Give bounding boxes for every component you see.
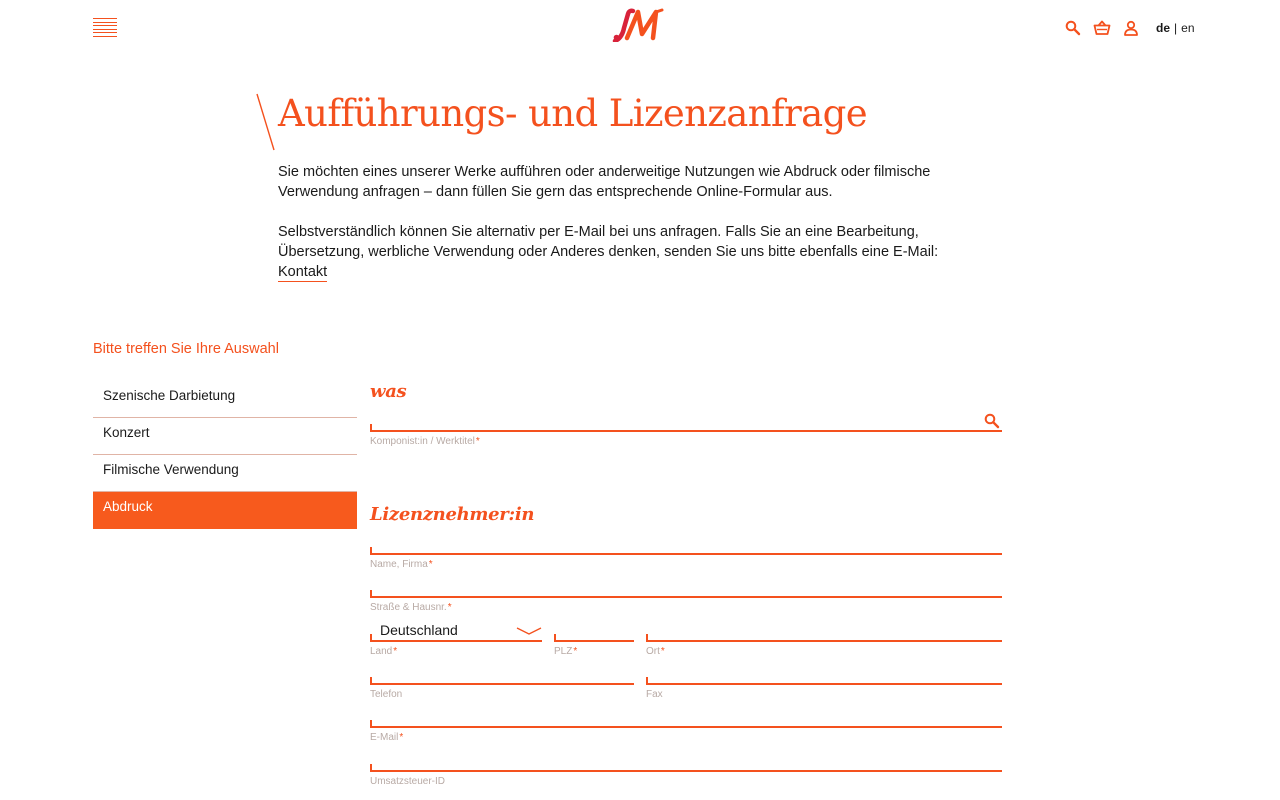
fax-input[interactable] — [646, 665, 1002, 683]
page-title: Aufführungs- und Lizenzanfrage — [278, 92, 868, 135]
country-label: Land* — [370, 646, 398, 657]
name-input[interactable] — [370, 535, 1002, 553]
section-title-was: was — [370, 381, 407, 402]
email-field — [370, 708, 1002, 728]
street-label: Straße & Hausnr.* — [370, 602, 452, 613]
city-label: Ort* — [646, 646, 665, 657]
language-switcher — [1156, 21, 1195, 35]
name-field — [370, 535, 1002, 555]
header-tools — [1064, 18, 1195, 38]
cart-icon[interactable] — [1093, 19, 1111, 37]
fax-label: Fax — [646, 689, 663, 700]
zip-input[interactable] — [554, 622, 634, 640]
phone-label: Telefon — [370, 689, 403, 700]
lang-en[interactable]: en — [1181, 21, 1195, 35]
user-icon[interactable] — [1122, 19, 1140, 37]
vat-id-label: Umsatzsteuer-ID — [370, 776, 446, 787]
email-label: E-Mail* — [370, 732, 404, 743]
request-type-options — [93, 381, 357, 529]
work-input[interactable] — [370, 412, 1002, 430]
lang-de[interactable]: de — [1156, 21, 1171, 35]
zip-field — [554, 622, 634, 642]
name-label: Name, Firma* — [370, 559, 433, 570]
work-label: Komponist:in / Werktitel* — [370, 436, 480, 447]
option-konzert[interactable]: Konzert — [93, 418, 357, 455]
intro-text — [278, 162, 978, 302]
hamburger-menu-icon[interactable] — [93, 18, 117, 36]
contact-link[interactable]: Kontakt — [278, 264, 328, 280]
work-field — [370, 412, 1002, 432]
section-title-licensee: Lizenznehmer:in — [370, 504, 535, 525]
street-input[interactable] — [370, 578, 1002, 596]
city-field — [646, 622, 1002, 642]
option-abdruck[interactable]: Abdruck — [93, 492, 357, 529]
title-slash-decoration — [254, 92, 278, 152]
vat-id-input[interactable] — [370, 752, 1002, 770]
lang-separator: | — [1174, 21, 1178, 35]
street-field — [370, 578, 1002, 598]
option-filmische-verwendung[interactable]: Filmische Verwendung — [93, 455, 357, 492]
phone-field — [370, 665, 634, 685]
vat-id-field — [370, 752, 1002, 772]
email-input[interactable] — [370, 708, 1002, 726]
chevron-down-icon[interactable] — [516, 626, 542, 636]
option-szenische-darbietung[interactable]: Szenische Darbietung — [93, 381, 357, 418]
intro-paragraph-2 — [278, 222, 978, 282]
zip-label: PLZ* — [554, 646, 578, 657]
publisher-logo-icon[interactable] — [612, 8, 668, 42]
selection-hint: Bitte treffen Sie Ihre Auswahl — [93, 341, 279, 357]
search-icon[interactable] — [1064, 19, 1082, 37]
country-select[interactable] — [370, 622, 542, 642]
city-input[interactable] — [646, 622, 1002, 640]
country-value: Deutschland — [380, 622, 458, 638]
search-icon[interactable] — [984, 413, 1000, 429]
intro-paragraph-2-text: Selbstverständlich können Sie alternativ per E-Mail bei uns anfragen. Falls Sie an eine Bearbeitung, Übersetzung, werbliche Verwendung oder Anderes denken, senden Sie uns bitte ebenfalls eine E-Mail: — [278, 224, 939, 260]
phone-input[interactable] — [370, 665, 634, 683]
fax-field — [646, 665, 1002, 685]
intro-paragraph-1: Sie möchten eines unserer Werke aufführen oder anderweitige Nutzungen wie Abdruck oder filmische Verwendung anfragen – dann füllen Sie gern das entsprechende Online-Formular aus. — [278, 164, 931, 200]
